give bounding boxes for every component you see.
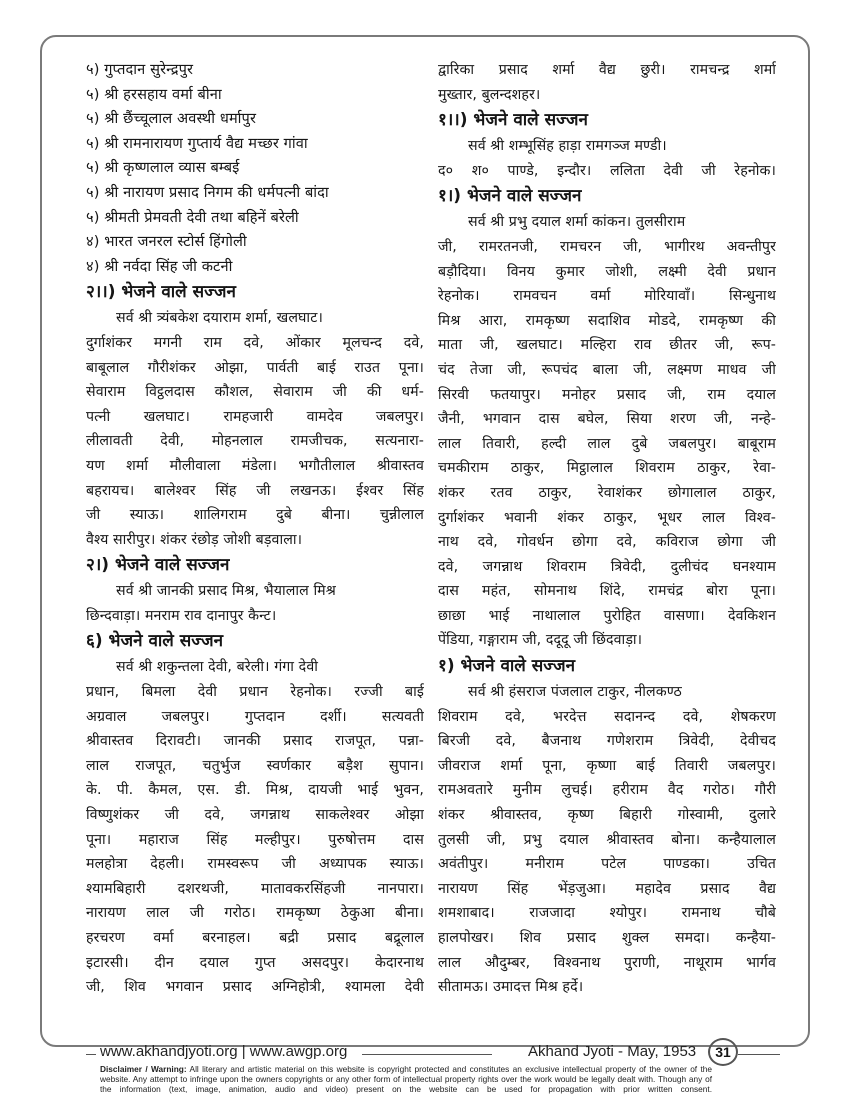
footer-issue-title: Akhand Jyoti - May, 1953 (528, 1043, 697, 1060)
text-line: जी स्याऊ। शालिगराम दुबे बीना। चुन्नीलाल (86, 507, 424, 524)
text-line: वैश्य सारीपुर। शंकर रंछोड़ जोशी बड़वाला। (86, 531, 303, 548)
text-line: लाल राजपूत, चतुर्भुज स्वर्णकार बड़ैश सुपान। (86, 757, 424, 774)
text-line: दवे, जगन्नाथ शिवराम त्रिवेदी, दुलीचंद घनश्याम (438, 558, 776, 575)
text-line: लाल औदुम्बर, विश्वनाथ पुराणी, नाथूराम भार्गव (438, 954, 776, 971)
text-line: बहरायच। बालेश्वर सिंह जी लखनऊ। ईश्वर सिंह (86, 482, 424, 499)
text-line: जी, शिव भगवान प्रसाद अग्निहोत्री, श्यामला देवी (86, 979, 424, 996)
section-heading: १) भेजने वाले सज्जन (438, 656, 576, 677)
text-line: सर्व श्री त्र्यंबकेश दयाराम शर्मा, खलघाट। (116, 310, 323, 327)
text-line: ५) श्री नारायण प्रसाद निगम की धर्मपत्नी बांदा (86, 183, 329, 201)
right-column (438, 58, 776, 1000)
disclaimer-label: Disclaimer / Warning: (100, 1064, 187, 1074)
text-line: विष्णुशंकर जी दवे, जगन्नाथ साकलेश्वर ओझा (86, 807, 424, 824)
text-line: बाबूलाल गौरीशंकर ओझा, पार्वती बाई राउत पूना। (86, 359, 424, 376)
text-line: सर्व श्री प्रभु दयाल शर्मा कांकन। तुलसीराम (468, 214, 686, 231)
text-line: छाछा भाई नाथालाल पुरोहित वासणा। देवकिशन (438, 607, 776, 624)
text-line: मुख्तार, बुलन्दशहर। (438, 86, 541, 103)
section-heading: २।) भेजने वाले सज्जन (86, 555, 230, 576)
text-line: इटारसी। दीन दयाल गुप्त असदपुर। केदारनाथ (86, 954, 424, 971)
text-line: रामअवतारे मुनीम लुचई। हरीराम वैद गरोठ। गौरी (438, 782, 776, 799)
footer-website-links[interactable]: www.akhandjyoti.org | www.awgp.org (100, 1043, 348, 1060)
text-line: ५) श्री छैंच्चूलाल अवस्थी धर्मापुर (86, 110, 257, 128)
text-line: हरचरण वर्मा बरनाहल। बद्री प्रसाद बद्रूलाल (86, 930, 424, 946)
text-line: शिवराम दवे, भरदेत्त सदानन्द दवे, शेषकरण (438, 708, 776, 725)
text-line: सिरवी फतयापुर। मनोहर प्रसाद जी, राम दयाल (438, 386, 776, 403)
text-line: जैनी, भगवान दास बघेल, सिया शरण जी, नन्हे- (438, 411, 776, 428)
text-line: श्रीवास्तव दिरावटी। जानकी प्रसाद राजपूत, पन्ना- (86, 733, 424, 750)
text-line: दास महंत, सोमनाथ शिंदे, रामचंद्र बोरा पूना। (438, 583, 776, 600)
left-column (86, 58, 424, 1000)
text-line: ४) भारत जनरल स्टोर्स हिंगोली (86, 233, 247, 251)
text-line: चमकीराम ठाकुर, मिट्ठालाल शिवराम ठाकुर, रेवा- (438, 460, 776, 477)
text-line: लाल तिवारी, हल्दी लाल दुबे जबलपुर। बाबूराम (438, 435, 776, 452)
text-line: द० श० पाण्डे, इन्दौर। ललिता देवी जी रेहनोक। (438, 162, 776, 179)
text-line: बड़ौदिया। विनय कुमार जोशी, लक्ष्मी देवी प्रधान (438, 263, 776, 280)
text-line: पेंडिया, गङ्गाराम जी, ददूदू जी छिंदवाड़ा। (438, 632, 643, 649)
text-line: ४) श्री नर्वदा सिंह जी कटनी (86, 257, 233, 275)
text-line: सर्व श्री शकुन्तला देवी, बरेली। गंगा देवी (116, 659, 318, 676)
text-line: अवंतीपुर। मनीराम पटेल पाण्डका। उचित (438, 856, 776, 873)
text-line: नारायण सिंह भेंड़जुआ। महादेव प्रसाद वैद्य (438, 880, 776, 897)
footer-rule-right (738, 1054, 780, 1055)
text-line: छिन्दवाड़ा। मनराम राव दानापुर कैन्ट। (86, 607, 277, 624)
text-line: हालपोखर। शिव प्रसाद शुक्ल समदा। कन्हैया- (438, 930, 776, 946)
text-line: तुलसी जी, प्रभु दयाल श्रीवास्तव बोना। कन्हैयालाल (438, 831, 776, 848)
text-line: मलहोत्रा देहली। रामस्वरूप जी अध्यापक स्याऊ। (86, 856, 424, 873)
text-line: ५) श्री कृष्णलाल व्यास बम्बई (86, 159, 240, 177)
text-line: ५) श्री हरसहाय वर्मा बीना (86, 85, 222, 103)
text-line: लीलावती देवी, मोहनलाल रामजीचक, सत्यनारा- (86, 433, 424, 450)
text-line: पत्नी खलघाट। रामहजारी वामदेव जबलपुर। (86, 408, 424, 425)
text-line: शंकर श्रीवास्तव, कृष्ण बिहारी गोस्वामी, दुलारे (438, 807, 776, 824)
text-line: सीतामऊ। उमादत्त मिश्र हर्दे। (438, 979, 584, 996)
text-line: शंकर रतव ठाकुर, रेवाशंकर छोगालाल ठाकुर, (438, 484, 776, 501)
text-line: शमशाबाद। राजजादा श्योपुर। रामनाथ चौबे (438, 905, 776, 922)
text-line: नारायण लाल जी गरोठ। रामकृष्ण ठेकुआ बीना। (86, 905, 424, 922)
text-line: जी, रामरतनजी, रामचरन जी, भागीरथ अवन्तीपुर (438, 238, 776, 255)
text-line: चंद तेजा जी, रूपचंद बाला जी, लक्ष्मण माधव जी (438, 361, 776, 378)
text-line: रेहनोक। रामवचन वर्मा मोरियावाँ। सिन्धुनाथ (438, 288, 776, 305)
disclaimer-text: All literary and artistic material on this website is copyright protected and constitutes an exclusive intellectual property of the owner of the website. Any attempt to infringe upon the owners copyrights or any other form of intellectual property rights over the work would be legally dealt with. Though any of the information (text, image, animation, audio and video) present on the website can be used for propagation with prior written consent. (100, 1064, 713, 1094)
footer-rule-left (86, 1054, 96, 1055)
text-line: सर्व श्री शम्भूसिंह हाड़ा रामगञ्ज मण्डी। (468, 138, 667, 155)
section-heading: ६) भेजने वाले सज्जन (86, 631, 224, 652)
text-line: सर्व श्री जानकी प्रसाद मिश्र, भैयालाल मिश्र (116, 583, 336, 600)
text-line: ५) श्री रामनारायण गुप्तार्य वैद्य मच्छर गांवा (86, 134, 308, 152)
text-line: ५) श्रीमती प्रेमवती देवी तथा बहिनें बरेली (86, 208, 299, 226)
text-line: श्यामबिहारी दशरथजी, मातावकरसिंहजी नानपारा। (86, 880, 424, 897)
text-line: नाथ दवे, गोवर्धन छोगा दवे, कविराज छोगा जी (438, 534, 776, 551)
text-line: प्रधान, बिमला देवी प्रधान रेहनोक। रज्जी बाई (86, 684, 424, 701)
section-heading: २।।) भेजने वाले सज्जन (86, 282, 236, 303)
text-line: जीवराज शर्मा पूना, कृष्णा बाई तिवारी जबलपुर। (438, 757, 776, 774)
text-line: यण शर्मा मौलीवाला मंडेला। भगौतीलाल श्रीवास्तव (86, 457, 424, 474)
text-line: दुर्गाशंकर मगनी राम दवे, ओंकार मूलचन्द दवे, (86, 334, 424, 351)
text-line: मिश्र आरा, रामकृष्ण सदाशिव मोडदे, रामकृष्ण की (438, 312, 776, 329)
disclaimer (100, 1064, 712, 1094)
text-line: ५) गुप्तदान सुरेन्द्रपुर (86, 61, 194, 78)
section-heading: १।) भेजने वाले सज्जन (438, 186, 582, 207)
section-heading: १।।) भेजने वाले सज्जन (438, 110, 588, 131)
text-line: सर्व श्री हंसराज पंजलाल टाकुर, नीलकण्ठ (468, 684, 682, 701)
text-line: के. पी. कैमल, एस. डी. मिश्र, दायजी भाई भुवन, (86, 782, 424, 799)
text-line: द्वारिका प्रसाद शर्मा वैद्य छुरी। रामचन्द्र शर्मा (438, 62, 776, 78)
text-line: दुर्गाशंकर भवानी शंकर ठाकुर, भूधर लाल विश्व- (438, 509, 776, 526)
page-number-badge: 31 (708, 1038, 738, 1066)
text-line: अग्रवाल जबलपुर। गुप्तदान दर्शी। सत्यवती (86, 708, 424, 725)
text-line: माता जी, खलघाट। मल्हिरा राव छीतर जी, रूप- (438, 337, 776, 354)
text-line: पूना। महाराज सिंह मल्हीपुर। पुरुषोत्तम दास (86, 831, 424, 848)
text-line: बिरजी दवे, बैजनाथ गणेशराम त्रिवेदी, देवीचद (438, 733, 776, 750)
footer-rule-middle (362, 1054, 492, 1055)
text-line: सेवाराम विट्ठलदास कौशल, सेवाराम जी की धर्म- (86, 384, 424, 401)
